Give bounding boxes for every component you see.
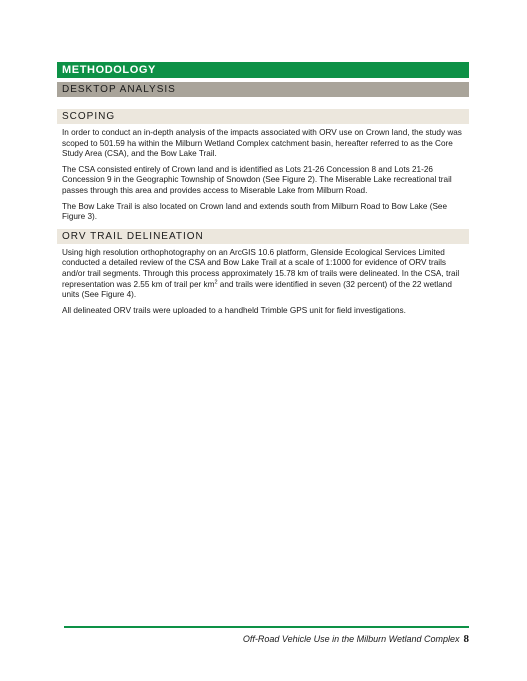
delineation-paragraph-1 bbox=[62, 248, 469, 301]
section-title: METHODOLOGY bbox=[57, 62, 469, 78]
page-number: 8 bbox=[463, 633, 469, 645]
scoping-paragraph-3: The Bow Lake Trail is also located on Crown land and extends south from Milburn Road to Bow Lake (See Figure 3). bbox=[62, 201, 448, 222]
scoping-paragraph-1: In order to conduct an in-depth analysis of the impacts associated with ORV use on Crown land, the study was scoped to 501.59 ha within the Milburn Wetland Complex catchment basin, hereafter referred to as the Core Study Area (CSA), and the Bow Lake Trail. bbox=[62, 128, 462, 159]
scoping-paragraph-2: The CSA consisted entirely of Crown land and is identified as Lots 21-26 Concession 8 and Lots 21-26 Concession 9 in the Geographic Township of Snowdon (See Figure 2). The Miserable Lake recreational trail passes through this area and provides access to Miserable Lake from Milburn Road. bbox=[62, 164, 452, 195]
section-subtitle: DESKTOP ANALYSIS bbox=[57, 82, 469, 97]
delineation-heading: ORV TRAIL DELINEATION bbox=[57, 229, 469, 244]
footer-title: Off-Road Vehicle Use in the Milburn Wetland Complex bbox=[242, 634, 460, 644]
footer-divider bbox=[64, 626, 469, 628]
footer bbox=[243, 633, 469, 645]
delineation-paragraph-2: All delineated ORV trails were uploaded to a handheld Trimble GPS unit for field investigations. bbox=[62, 305, 406, 315]
delineation-text-b: and trails were identified in seven (32 percent) of the 22 wetland units (See Figure 4). bbox=[62, 279, 452, 300]
page-content bbox=[57, 62, 469, 321]
delineation-text-a: Using high resolution orthophotography on an ArcGIS 10.6 platform, Glenside Ecological Services Limited conducted a detailed review of the CSA and Bow Lake Trail at a scale of 1:1000 for evidence of ORV trails and/or trail segments. Through this process approximately 15.78 km of trails were delineated. In the CSA, trail representation was 2.55 km of trail per km bbox=[62, 247, 460, 289]
superscript-2: 2 bbox=[214, 278, 218, 285]
scoping-heading: SCOPING bbox=[57, 109, 469, 124]
